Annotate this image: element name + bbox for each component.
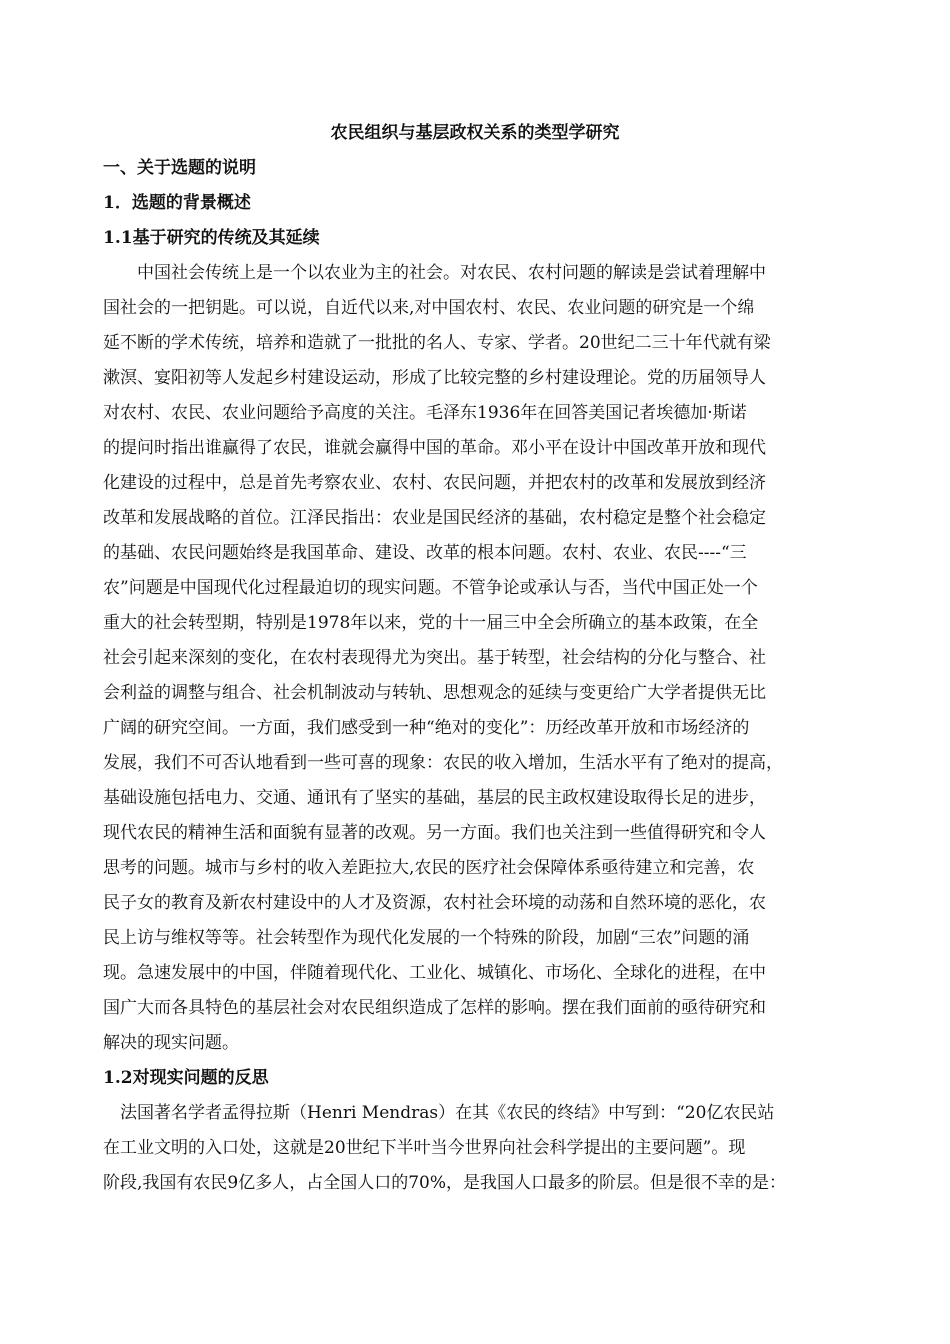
paragraph-line: 民子女的教育及新农村建设中的人才及资源，农村社会环境的动荡和自然环境的恶化，农: [103, 893, 766, 913]
paragraph-line: 中国社会传统上是一个以农业为主的社会。对农民、农村问题的解读是尝试着理解中: [137, 263, 766, 283]
paragraph-line: 国社会的一把钥匙。可以说，自近代以来,对中国农村、农民、农业问题的研究是一个绵: [103, 298, 755, 318]
section-heading-1-1: 1．选题的背景概述: [103, 193, 251, 213]
paragraph-line: 国广大而各具特色的基层社会对农民组织造成了怎样的影响。摆在我们面前的亟待研究和: [103, 998, 766, 1018]
paragraph-line: 思考的问题。城市与乡村的收入差距拉大,农民的医疗社会保障体系亟待建立和完善，农: [103, 858, 755, 878]
paragraph-line: 广阔的研究空间。一方面，我们感受到一种“绝对的变化”：历经改革开放和市场经济的: [103, 718, 750, 738]
paragraph-line: 阶段,我国有农民9亿多人，占全国人口的70%，是我国人口最多的阶层。但是很不幸的是：: [103, 1173, 787, 1193]
subsection-heading-1-2: 1.2对现实问题的反思: [103, 1068, 269, 1088]
paragraph-line: 发展，我们不可否认地看到一些可喜的现象：农民的收入增加，生活水平有了绝对的提高，: [103, 753, 783, 773]
subsection-heading-1-1: 1.1基于研究的传统及其延续: [103, 228, 320, 248]
paragraph-line: 农”问题是中国现代化过程最迫切的现实问题。不管争论或承认与否，当代中国正处一个: [103, 578, 758, 598]
paragraph-line: 基础设施包括电力、交通、通讯有了坚实的基础，基层的民主政权建设取得长足的进步，: [103, 788, 766, 808]
paragraph-line: 现代农民的精神生活和面貌有显著的改观。另一方面。我们也关注到一些值得研究和令人: [103, 823, 766, 843]
paragraph-line: 解决的现实问题。: [103, 1033, 239, 1053]
paragraph-line: 对农村、农民、农业问题给予高度的关注。毛泽东1936年在回答美国记者埃德加·斯诺: [103, 403, 747, 423]
paragraph-line: 民上访与维权等等。社会转型作为现代化发展的一个特殊的阶段，加剧“三农”问题的涌: [103, 928, 750, 948]
paragraph-line: 会利益的调整与组合、社会机制波动与转轨、思想观念的延续与变更给广大学者提供无比: [103, 683, 766, 703]
paragraph-line: 化建设的过程中，总是首先考察农业、农村、农民问题，并把农村的改革和发展放到经济: [103, 473, 766, 493]
paragraph-line: 在工业文明的入口处，这就是20世纪下半叶当今世界向社会科学提出的主要问题”。现: [103, 1138, 746, 1158]
paragraph-line: 重大的社会转型期，特别是1978年以来，党的十一届三中全会所确立的基本政策，在全: [103, 613, 759, 633]
paragraph-line: 社会引起来深刻的变化，在农村表现得尤为突出。基于转型，社会结构的分化与整合、社: [103, 648, 766, 668]
paragraph-line: 延不断的学术传统，培养和造就了一批批的名人、专家、学者。20世纪二三十年代就有梁: [103, 333, 771, 353]
paragraph-line: 法国著名学者孟得拉斯（Henri Mendras）在其《农民的终结》中写到：“20亿农民站: [120, 1103, 775, 1123]
section-heading-1: 一、关于选题的说明: [103, 158, 256, 178]
document-title: 农民组织与基层政权关系的类型学研究: [330, 123, 620, 143]
paragraph-line: 改革和发展战略的首位。江泽民指出：农业是国民经济的基础，农村稳定是整个社会稳定: [103, 508, 766, 528]
paragraph-line: 现。急速发展中的中国，伴随着现代化、工业化、城镇化、市场化、全球化的进程，在中: [103, 963, 766, 983]
paragraph-line: 漱溟、宴阳初等人发起乡村建设运动，形成了比较完整的乡村建设理论。党的历届领导人: [103, 368, 766, 388]
paragraph-line: 的基础、农民问题始终是我国革命、建设、改革的根本问题。农村、农业、农民----“三: [103, 543, 747, 563]
paragraph-line: 的提问时指出谁赢得了农民，谁就会赢得中国的革命。邓小平在设计中国改革开放和现代: [103, 438, 766, 458]
